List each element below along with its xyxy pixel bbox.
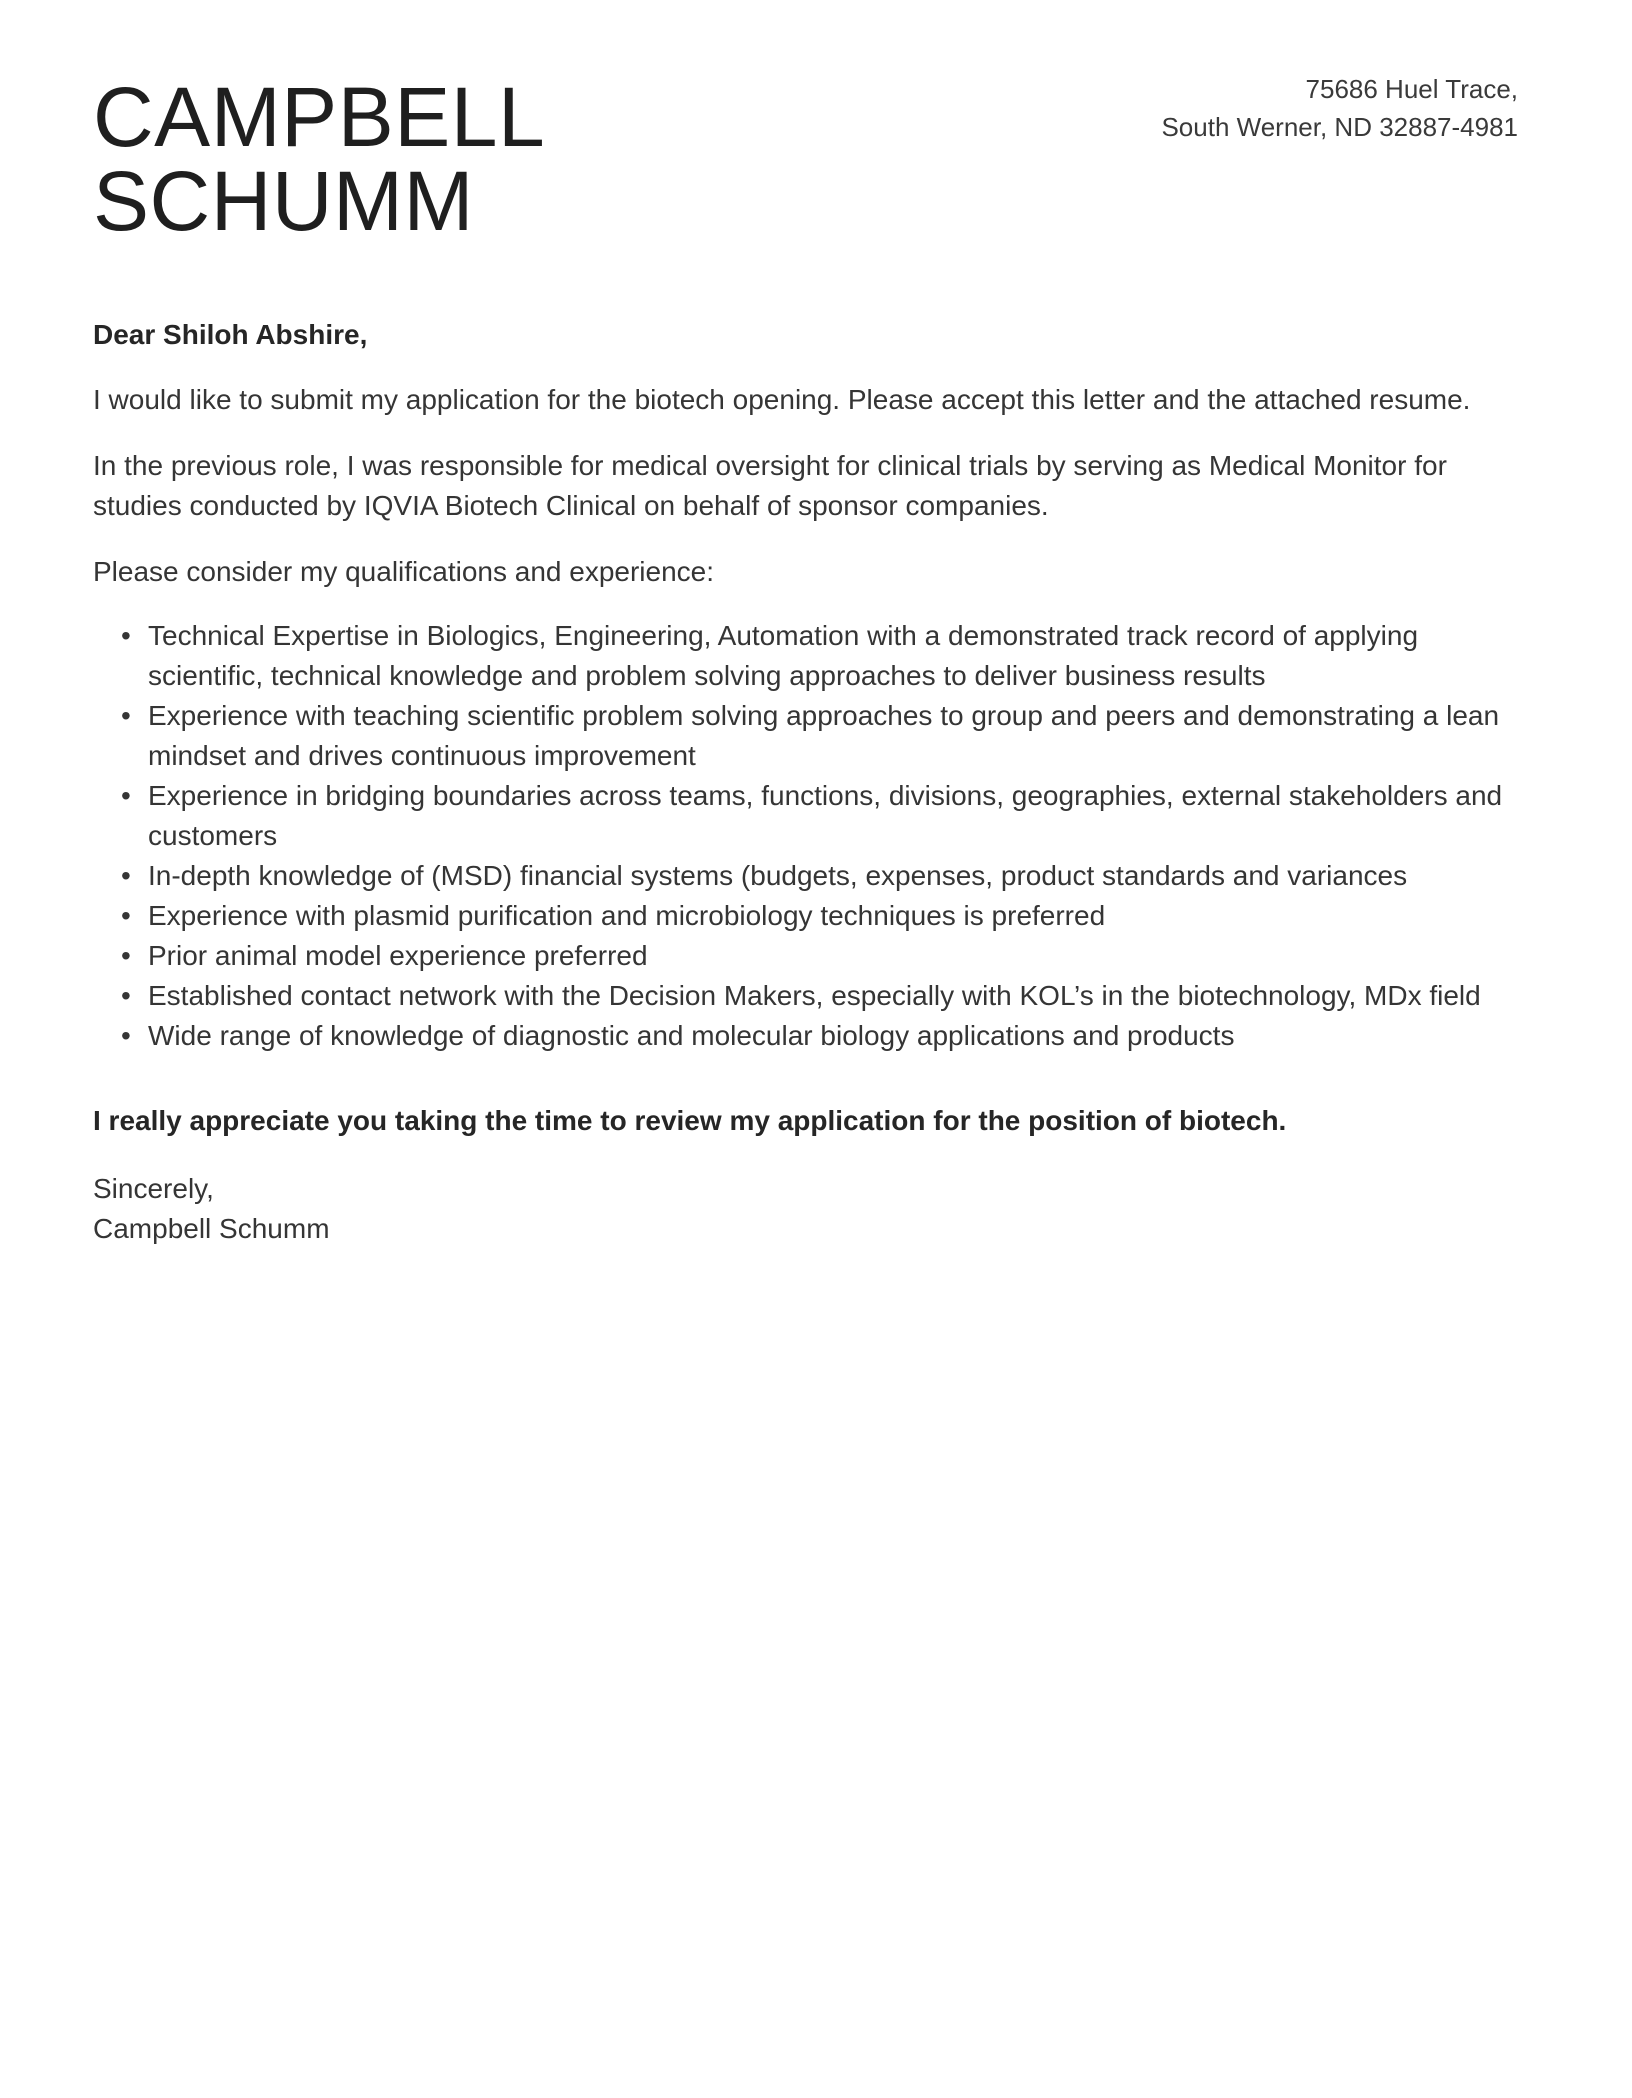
- sender-address-line1: 75686 Huel Trace,: [1305, 74, 1518, 104]
- bullet-icon: •: [121, 980, 131, 1011]
- experience-paragraph: In the previous role, I was responsible for medical oversight for clinical trials by serving as Medical Monitor for studies conducted by IQVIA Biotech Clinical on behalf of sponsor companies.: [93, 450, 1447, 521]
- bullet-icon: •: [121, 900, 131, 931]
- bullet-icon: •: [121, 780, 131, 811]
- signoff: Sincerely,: [93, 1173, 214, 1204]
- sender-address: [1161, 70, 1518, 146]
- list-item: [93, 616, 1508, 696]
- list-item-text: Experience with plasmid purification and microbiology techniques is preferred: [148, 900, 1106, 931]
- intro-paragraph: I would like to submit my application for the biotech opening. Please accept this letter and the attached resume.: [93, 384, 1471, 415]
- bullet-icon: •: [121, 620, 131, 651]
- list-item: [93, 696, 1508, 776]
- list-item-text: Wide range of knowledge of diagnostic and molecular biology applications and products: [148, 1020, 1235, 1051]
- qualifications-list: [93, 616, 1508, 1056]
- list-item: [93, 896, 1508, 936]
- list-item: [93, 936, 1508, 976]
- list-item: [93, 976, 1508, 1016]
- list-item-text: Prior animal model experience preferred: [148, 940, 648, 971]
- closing-statement: I really appreciate you taking the time to review my application for the position of biotech.: [93, 1105, 1287, 1136]
- list-item-text: Experience with teaching scientific problem solving approaches to group and peers and demonstrating a lean mindset and drives continuous improvement: [148, 700, 1500, 771]
- signature-name: Campbell Schumm: [93, 1213, 330, 1244]
- signoff-block: [93, 1169, 1518, 1249]
- applicant-name-line2: SCHUMM: [93, 154, 474, 248]
- list-item-text: Experience in bridging boundaries across teams, functions, divisions, geographies, external stakeholders and customers: [148, 780, 1503, 851]
- list-item: [93, 856, 1508, 896]
- bullet-icon: •: [121, 1020, 131, 1051]
- list-item-text: In-depth knowledge of (MSD) financial systems (budgets, expenses, product standards and variances: [148, 860, 1408, 891]
- list-item: [93, 1016, 1508, 1056]
- list-item-text: Established contact network with the Decision Makers, especially with KOL’s in the biotechnology, MDx field: [148, 980, 1481, 1011]
- applicant-name-line1: CAMPBELL: [93, 70, 546, 164]
- bullet-icon: •: [121, 700, 131, 731]
- bullet-icon: •: [121, 940, 131, 971]
- qualifications-intro: Please consider my qualifications and experience:: [93, 556, 715, 587]
- list-item: [93, 776, 1508, 856]
- bullet-icon: •: [121, 860, 131, 891]
- letter-header: [93, 0, 1518, 248]
- salutation: Dear Shiloh Abshire,: [93, 319, 368, 350]
- list-item-text: Technical Expertise in Biologics, Engineering, Automation with a demonstrated track record of applying scientific, technical knowledge and problem solving approaches to deliver business results: [148, 620, 1419, 691]
- applicant-name: [93, 70, 546, 248]
- sender-address-line2: South Werner, ND 32887-4981: [1161, 112, 1518, 142]
